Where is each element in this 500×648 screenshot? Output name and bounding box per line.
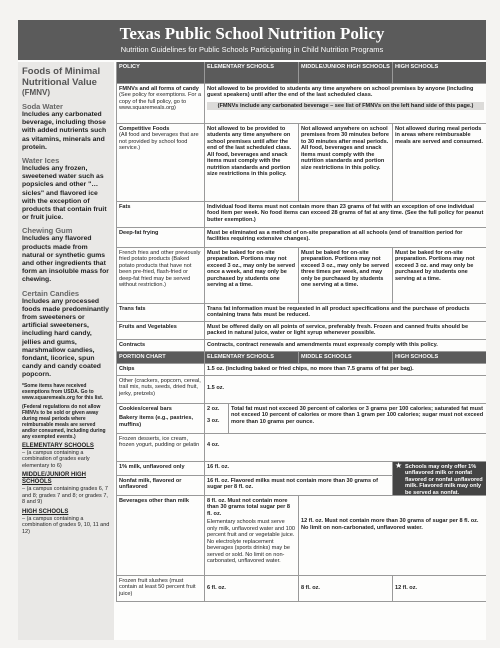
cookies-bakery-sizes bbox=[204, 404, 228, 433]
contracts-text: Contracts, contract renewals and amendments must expressly comply with this policy. bbox=[204, 340, 486, 351]
header-elementary: ELEMENTARY SCHOOLS bbox=[204, 62, 298, 83]
row-fruits bbox=[116, 322, 486, 340]
frozen-text: 4 oz. bbox=[204, 434, 486, 461]
cookies-label: Cookies/cereal bars bbox=[119, 405, 172, 412]
sidebar-abbr: (FMNV) bbox=[22, 88, 50, 97]
header-policy: POLICY bbox=[116, 62, 204, 83]
fats-label: Fats bbox=[116, 202, 204, 227]
cookies-size: 2 oz. bbox=[207, 405, 220, 412]
candies-heading: Certain Candies bbox=[22, 288, 80, 298]
fats-text: Individual food items must not contain more than 23 grams of fat with an exception of one individual food item per week. No food items can exceed 28 grams of fat at any time. (See the full policy for peanut butter exemption.) bbox=[204, 202, 486, 227]
row-fats bbox=[116, 202, 486, 228]
slush-label: Frozen fruit slushes (must contain at least 50 percent fruit juice) bbox=[116, 576, 204, 601]
chips-text: 1.5 oz. (including baked or fried chips, no more than 7.5 grams of fat per bag). bbox=[204, 364, 486, 375]
cookies-rule: Total fat must not exceed 30 percent of calories or 3 grams per 100 calories; saturated fat must not exceed 10 percent of calories or more than 1 gram per 100 calories; sugar must not exceed more than 10 grams per ounce. bbox=[228, 404, 486, 433]
row-competitive bbox=[116, 124, 486, 202]
chips-label: Chips bbox=[116, 364, 204, 375]
fmnv-detail: (See policy for exemptions. For a copy of the full policy, go to www.squaremeals.org) bbox=[119, 92, 202, 111]
fmnv-title: FMNVs and all forms of candy bbox=[119, 85, 199, 92]
slush-elementary: 6 fl. oz. bbox=[204, 576, 298, 601]
beverages-label: Beverages other than milk bbox=[116, 496, 204, 575]
fruits-label: Fruits and Vegetables bbox=[116, 322, 204, 339]
sidebar-title: Foods of Minimal Nutritional Value bbox=[22, 66, 101, 88]
milk-block bbox=[116, 462, 486, 496]
competitive-elementary: Not allowed to be provided to students any time anywhere on school premises until after the end of the last scheduled class. All food, beverages and snack items must comply with the nutrition standards and portion size restrictions in this policy. bbox=[204, 124, 298, 201]
trans-text: Trans fat information must be requested in all product specifications and the purchase of products containing trans fats must be reduced. bbox=[204, 304, 486, 321]
soda-heading: Soda Water bbox=[22, 102, 63, 111]
competitive-label bbox=[116, 124, 204, 201]
competitive-detail: (All food and beverages that are not provided by school food service.) bbox=[119, 132, 199, 151]
other-text: 1.5 oz. bbox=[204, 376, 486, 403]
portion-header-high: HIGH SCHOOLS bbox=[392, 352, 486, 363]
contracts-label: Contracts bbox=[116, 340, 204, 351]
header-middle: MIDDLE/JUNIOR HIGH SCHOOLS bbox=[298, 62, 392, 83]
policy-page bbox=[18, 20, 486, 640]
frying-label: Deep-fat frying bbox=[116, 228, 204, 247]
portion-header-row bbox=[116, 352, 486, 364]
ices-text: Includes any frozen, sweetened water such as popsicles and other "…sicles" and flavored ice with the exception of products that contain fruit or fruit juice. bbox=[22, 165, 107, 222]
soda-text: Includes any carbonated beverage, including those with added nutrients such as vitamins, minerals and protein. bbox=[22, 111, 107, 151]
title-band bbox=[18, 20, 486, 60]
milk-rows bbox=[116, 462, 392, 496]
row-fries bbox=[116, 248, 486, 304]
fries-middle: Must be baked for on-site preparation. Portions may not exceed 3 oz., may only be served three times per week, and may only be purchased by students one serving at a time. bbox=[298, 248, 392, 303]
frozen-label: Frozen desserts, ice cream, frozen yogurt, pudding or gelatin bbox=[116, 434, 204, 461]
header-high: HIGH SCHOOLS bbox=[392, 62, 486, 83]
fruits-text: Must be offered daily on all points of service, preferably fresh. Frozen and canned fruits should be packed in natural juice, water or light syrup whenever possible. bbox=[204, 322, 486, 339]
frying-text: Must be eliminated as a method of on-site preparation at all schools (end of transition period for facilities requiring extensive changes). bbox=[204, 228, 486, 247]
policy-header-row bbox=[116, 62, 486, 84]
milk-high-text: Schools may only offer 1% unflavored milk or nonfat flavored or nonfat unflavored milk. Flavored milk may only be served as nonfat. bbox=[405, 463, 483, 496]
level-elementary-label: ELEMENTARY SCHOOLS bbox=[22, 442, 94, 449]
row-milk-nonfat bbox=[116, 476, 392, 496]
milk-1pct-label: 1% milk, unflavored only bbox=[116, 462, 204, 475]
portion-header-chart: PORTION CHART bbox=[116, 352, 204, 363]
row-other bbox=[116, 376, 486, 404]
row-contracts bbox=[116, 340, 486, 352]
star-icon: ★ bbox=[395, 462, 403, 470]
competitive-high: Not allowed during meal periods in areas where reimbursable meals are served and consumed. bbox=[392, 124, 486, 201]
row-frying bbox=[116, 228, 486, 248]
beverages-elementary bbox=[204, 496, 298, 575]
federal-note: (Federal regulations do not allow FMNVs to be sold or given away during meal periods where reimbursable meals are served and/or consumed, including during any exempted events.) bbox=[22, 403, 106, 440]
gum-text: Includes any flavored products made from natural or synthetic gums and other ingredients that form an insoluble mass for chewing. bbox=[22, 235, 109, 284]
milk-high-cell bbox=[392, 462, 486, 496]
milk-nonfat-text: 16 fl. oz. Flavored milks must not contain more than 30 grams of sugar per 8 fl. oz. bbox=[204, 476, 392, 495]
candies-text: Includes any processed foods made predominantly from sweeteners or artificial sweeteners, including hard candy, jellies and gums, marshmallow candies, fondant, licorice, spun candy and candy coated popcorn. bbox=[22, 297, 109, 379]
row-beverages bbox=[116, 496, 486, 576]
row-frozen bbox=[116, 434, 486, 462]
row-milk-1pct bbox=[116, 462, 392, 476]
portion-header-middle: MIDDLE SCHOOLS bbox=[298, 352, 392, 363]
beverages-secondary: 12 fl. oz. Must not contain more than 30 grams of sugar per 8 fl. oz. No limit on non-carbonated, unflavored water. bbox=[298, 496, 486, 575]
row-cookies-bakery bbox=[116, 404, 486, 434]
fries-elementary: Must be baked for on-site preparation. Portions may not exceed 3 oz., may only be served once a week, and may only be purchased by students one serving at a time. bbox=[204, 248, 298, 303]
competitive-middle: Not allowed anywhere on school premises from 30 minutes before to 30 minutes after meal periods. All food, beverages and snack items must comply with the nutrition standards and portion size restrictions in this policy. bbox=[298, 124, 392, 201]
level-high-label: HIGH SCHOOLS bbox=[22, 508, 69, 515]
trans-label: Trans fats bbox=[116, 304, 204, 321]
exemption-note: *Some items have received exemptions from USDA. Go to www.squaremeals.org for this list. bbox=[22, 382, 104, 401]
slush-middle: 8 fl. oz. bbox=[298, 576, 392, 601]
gum-heading: Chewing Gum bbox=[22, 226, 73, 236]
level-middle-label: MIDDLE/JUNIOR HIGH SCHOOLS bbox=[22, 472, 87, 486]
row-chips bbox=[116, 364, 486, 376]
other-label: Other (crackers, popcorn, cereal, trail mix, nuts, seeds, dried fruit, jerky, pretzels) bbox=[116, 376, 204, 403]
ices-heading: Water Ices bbox=[22, 156, 60, 166]
beverages-elementary-rule: Elementary schools must serve only milk, unflavored water and 100 percent fruit and or vegetable juice. No electrolyte replacement beverages (sports drinks) may be served or sold. No limit on non-carbonated, unflavored water. bbox=[207, 519, 295, 564]
level-middle-desc: – (a campus containing grades 6, 7 and 8; grades 7 and 8; or grades 7, 8 and 9) bbox=[22, 486, 108, 506]
level-elementary-desc: – (a campus containing a combination of grades early elementary to 6) bbox=[22, 449, 90, 469]
competitive-title: Competitive Foods bbox=[119, 125, 170, 132]
slush-high: 12 fl. oz. bbox=[392, 576, 486, 601]
page-title: Texas Public School Nutrition Policy bbox=[119, 24, 385, 43]
fries-label: French fries and other previously fried potato products (Baked potato products that have not been pre-fried, flash-fried or deep-fat fried may be served without restriction.) bbox=[116, 248, 204, 303]
fmnv-sidebar bbox=[18, 62, 114, 640]
fries-high: Must be baked for on-site preparation. Portions may not exceed 3 oz. and may only be purchased by students one serving at a time. bbox=[392, 248, 486, 303]
policy-table bbox=[116, 62, 486, 602]
row-fmnv bbox=[116, 84, 486, 124]
fmnv-rule-note: (FMNVs include any carbonated beverage – see list of FMNVs on the left hand side of this page.) bbox=[207, 102, 484, 111]
cookies-bakery-label bbox=[116, 404, 204, 433]
milk-nonfat-label: Nonfat milk, flavored or unflavored bbox=[116, 476, 204, 495]
milk-1pct-text: 16 fl. oz. bbox=[204, 462, 392, 475]
beverages-elementary-limit: 8 fl. oz. Must not contain more than 30 grams total sugar per 8 fl. oz. bbox=[207, 497, 290, 517]
page-subtitle: Nutrition Guidelines for Public Schools Participating in Child Nutrition Programs bbox=[120, 45, 384, 54]
fmnv-label bbox=[116, 84, 204, 123]
level-high-desc: – (a campus containing a combination of grades 9, 10, 11 and 12) bbox=[22, 515, 110, 535]
row-trans bbox=[116, 304, 486, 322]
bakery-size: 3 oz. bbox=[207, 418, 220, 424]
fmnv-rule bbox=[204, 84, 486, 123]
bakery-label: Bakery items (e.g., pastries, muffins) bbox=[119, 415, 193, 428]
fmnv-rule-text: Not allowed to be provided to students any time anywhere on school premises by anyone (including guest speakers) until after the end of the last scheduled class. bbox=[207, 85, 474, 98]
portion-header-elementary: ELEMENTARY SCHOOLS bbox=[204, 352, 298, 363]
row-slush bbox=[116, 576, 486, 602]
